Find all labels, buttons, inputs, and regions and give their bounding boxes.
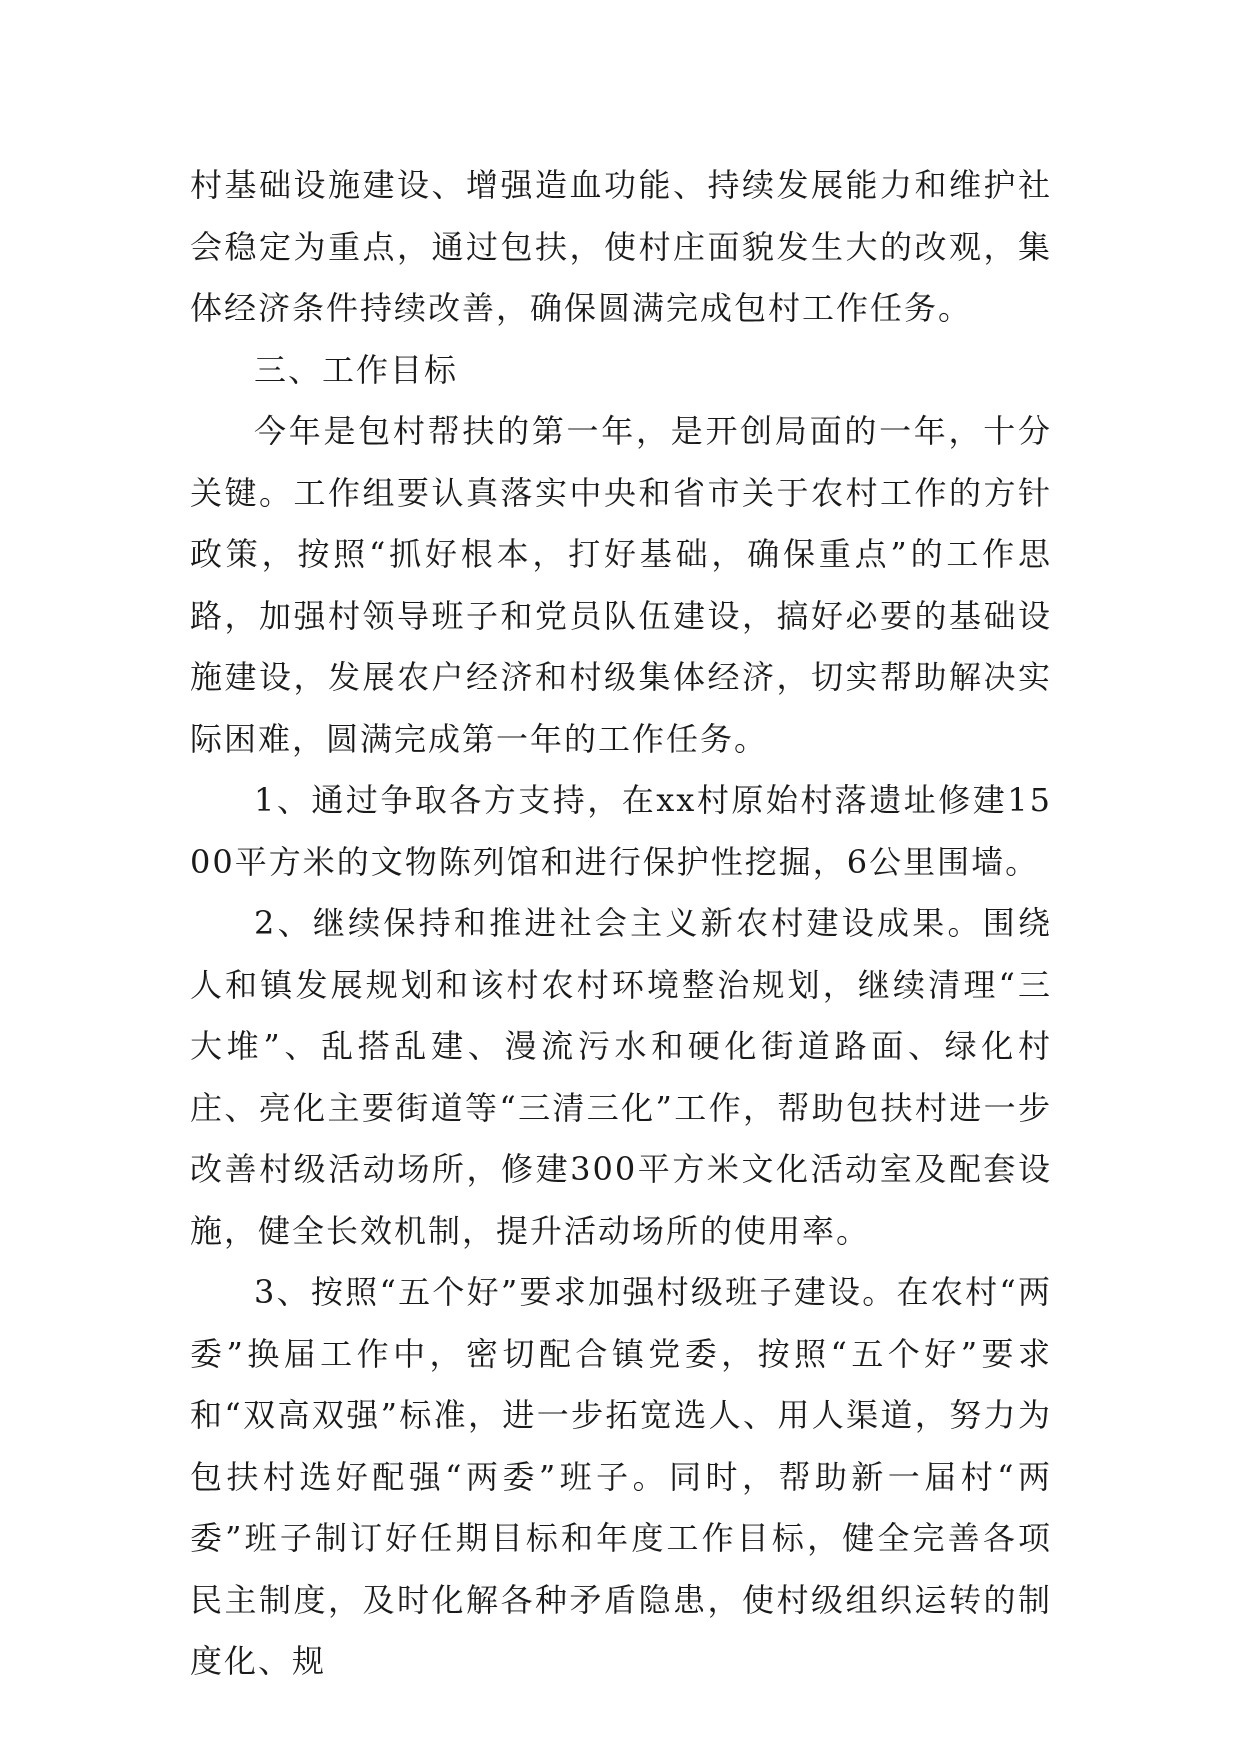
- list-item-1: 1、通过争取各方支持，在xx村原始村落遗址修建1500平方米的文物陈列馆和进行保护性挖掘，6公里围墙。: [190, 781, 1052, 881]
- document-body: [190, 155, 1052, 1693]
- list-item-2: 2、继续保持和推进社会主义新农村建设成果。围绕人和镇发展规划和该村农村环境整治规划，继续清理“三大堆”、乱搭乱建、漫流污水和硬化街道路面、绿化村庄、亮化主要街道等“三清三化”工作，帮助包扶村进一步改善村级活动场所，修建300平方米文化活动室及配套设施，健全长效机制，提升活动场所的使用率。: [190, 904, 1052, 1250]
- section-heading: 三、工作目标: [254, 350, 459, 389]
- paragraph-continuation: 村基础设施建设、增强造血功能、持续发展能力和维护社会稳定为重点，通过包扶，使村庄面貌发生大的改观，集体经济条件持续改善，确保圆满完成包村工作任务。: [190, 166, 1052, 327]
- list-item-3: 3、按照“五个好”要求加强村级班子建设。在农村“两委”换届工作中，密切配合镇党委，按照“五个好”要求和“双高双强”标准，进一步拓宽选人、用人渠道，努力为包扶村选好配强“两委”班子。同时，帮助新一届村“两委”班子制订好任期目标和年度工作目标，健全完善各项民主制度，及时化解各种矛盾隐患，使村级组织运转的制度化、规: [190, 1273, 1052, 1680]
- paragraph-intro: 今年是包村帮扶的第一年，是开创局面的一年，十分关键。工作组要认真落实中央和省市关于农村工作的方针政策，按照“抓好根本，打好基础，确保重点”的工作思路，加强村领导班子和党员队伍建设，搞好必要的基础设施建设，发展农户经济和村级集体经济，切实帮助解决实际困难，圆满完成第一年的工作任务。: [190, 412, 1052, 758]
